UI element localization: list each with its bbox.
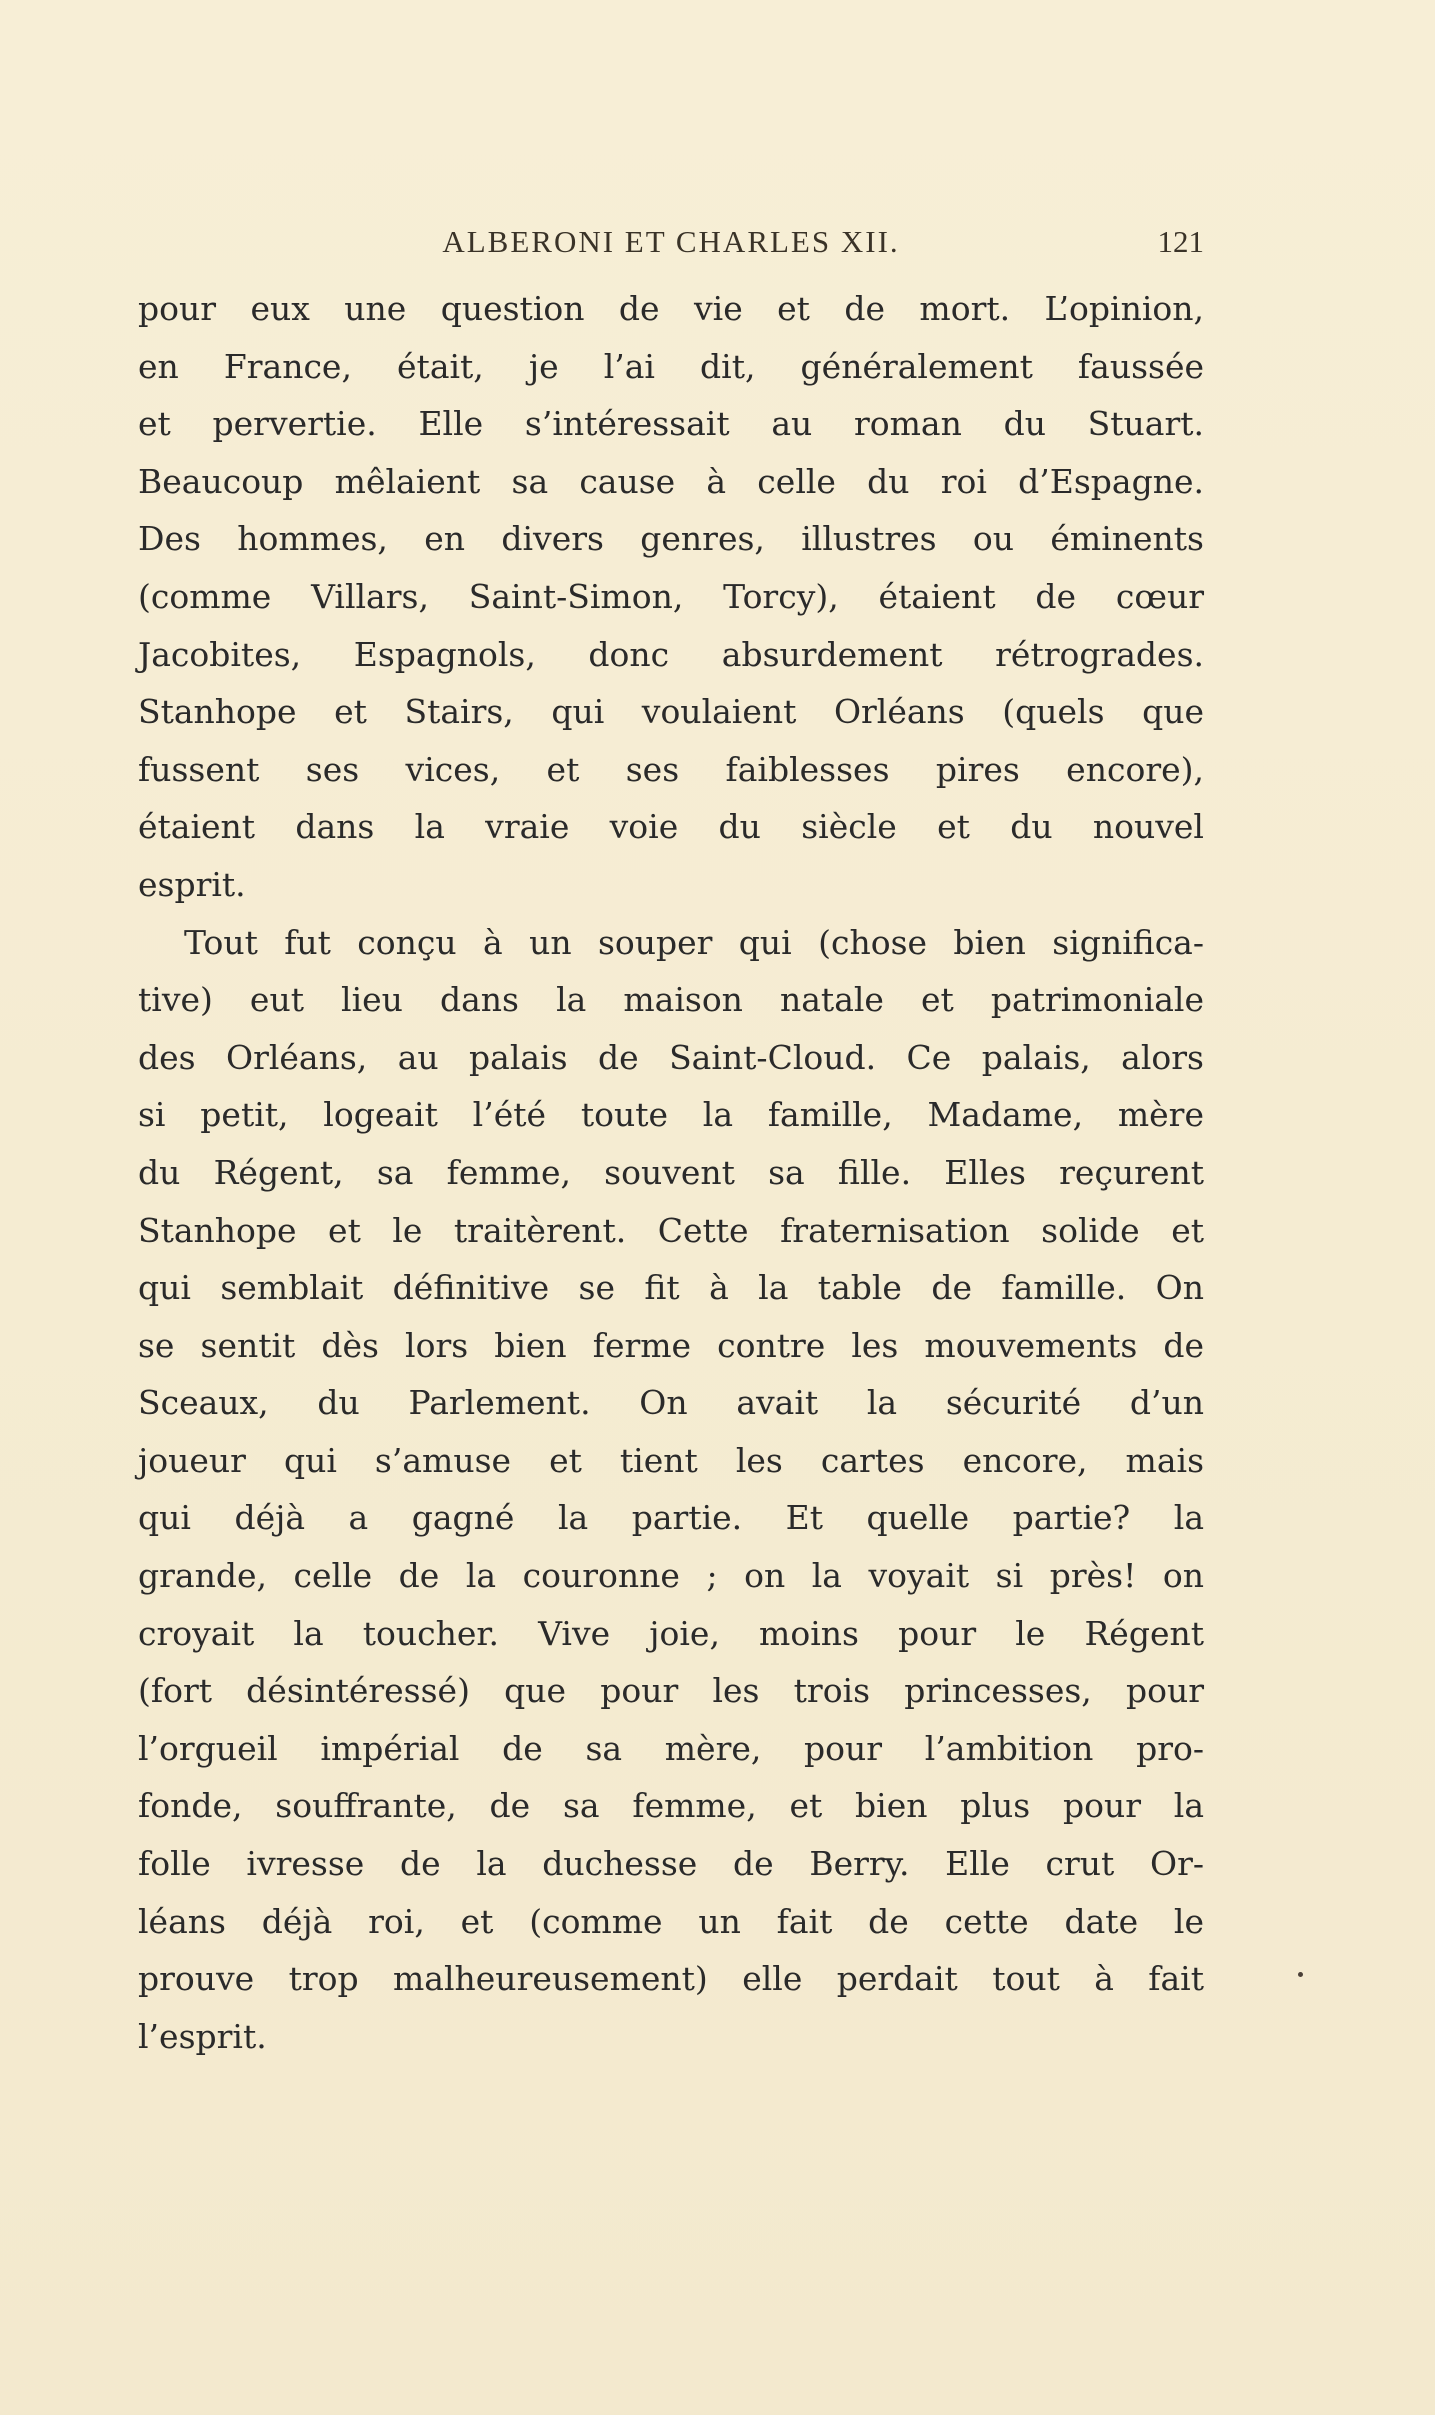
text-line: Stanhope et le traitèrent. Cette fraternisation solide et [138, 1210, 1204, 1250]
text-line: du Régent, sa femme, souvent sa fille. Elles reçurent [138, 1152, 1204, 1192]
text-line: qui semblait définitive se fit à la table de famille. On [138, 1268, 1204, 1308]
text-line: Jacobites, Espagnols, donc absurdement rétrogrades. [138, 634, 1204, 674]
body-text [138, 280, 1204, 2065]
text-line: si petit, logeait l’été toute la famille, Madame, mère [138, 1095, 1204, 1135]
text-line: qui déjà a gagné la partie. Et quelle partie? la [138, 1498, 1204, 1538]
text-line: léans déjà roi, et (comme un fait de cette date le [138, 1901, 1204, 1941]
text-line: des Orléans, au palais de Saint-Cloud. Ce palais, alors [138, 1037, 1204, 1077]
text-line: Beaucoup mêlaient sa cause à celle du roi d’Espagne. [138, 461, 1204, 501]
text-line: fussent ses vices, et ses faiblesses pires encore), [138, 749, 1204, 789]
text-line: l’orgueil impérial de sa mère, pour l’ambition pro- [138, 1728, 1204, 1768]
text-line: (comme Villars, Saint-Simon, Torcy), étaient de cœur [138, 576, 1204, 616]
text-line: se sentit dès lors bien ferme contre les mouvements de [138, 1325, 1204, 1365]
paragraph-2 [138, 914, 1204, 2066]
running-title: ALBERONI ET CHARLES XII. [442, 224, 900, 259]
text-line: grande, celle de la couronne ; on la voyait si près! on [138, 1556, 1204, 1596]
text-line: (fort désintéressé) que pour les trois princesses, pour [138, 1671, 1204, 1711]
text-line: Stanhope et Stairs, qui voulaient Orléans (quels que [138, 692, 1204, 732]
text-line: fonde, souffrante, de sa femme, et bien plus pour la [138, 1786, 1204, 1826]
text-line: croyait la toucher. Vive joie, moins pour le Régent [138, 1613, 1204, 1653]
text-line: l’esprit. [138, 2016, 267, 2056]
text-line: Tout fut conçu à un souper qui (chose bien significa- [184, 922, 1204, 962]
page-number: 121 [1157, 224, 1204, 259]
text-line: et pervertie. Elle s’intéressait au roman du Stuart. [138, 404, 1204, 444]
text-line: Des hommes, en divers genres, illustres ou éminents [138, 519, 1204, 559]
text-line: en France, était, je l’ai dit, généralement faussée [138, 346, 1204, 386]
text-line: pour eux une question de vie et de mort. L’opinion, [138, 289, 1204, 328]
ink-speck [1298, 1972, 1303, 1977]
text-line: étaient dans la vraie voie du siècle et du nouvel [138, 807, 1204, 847]
paragraph-1 [138, 280, 1204, 914]
text-line: folle ivresse de la duchesse de Berry. Elle crut Or- [138, 1844, 1204, 1884]
text-line: esprit. [138, 864, 246, 904]
text-line: Sceaux, du Parlement. On avait la sécurité d’un [138, 1383, 1204, 1423]
text-line: joueur qui s’amuse et tient les cartes encore, mais [138, 1440, 1204, 1480]
running-header [138, 222, 1204, 262]
text-line: prouve trop malheureusement) elle perdait tout à fait [138, 1959, 1204, 1999]
text-line: tive) eut lieu dans la maison natale et patrimoniale [138, 980, 1204, 1020]
